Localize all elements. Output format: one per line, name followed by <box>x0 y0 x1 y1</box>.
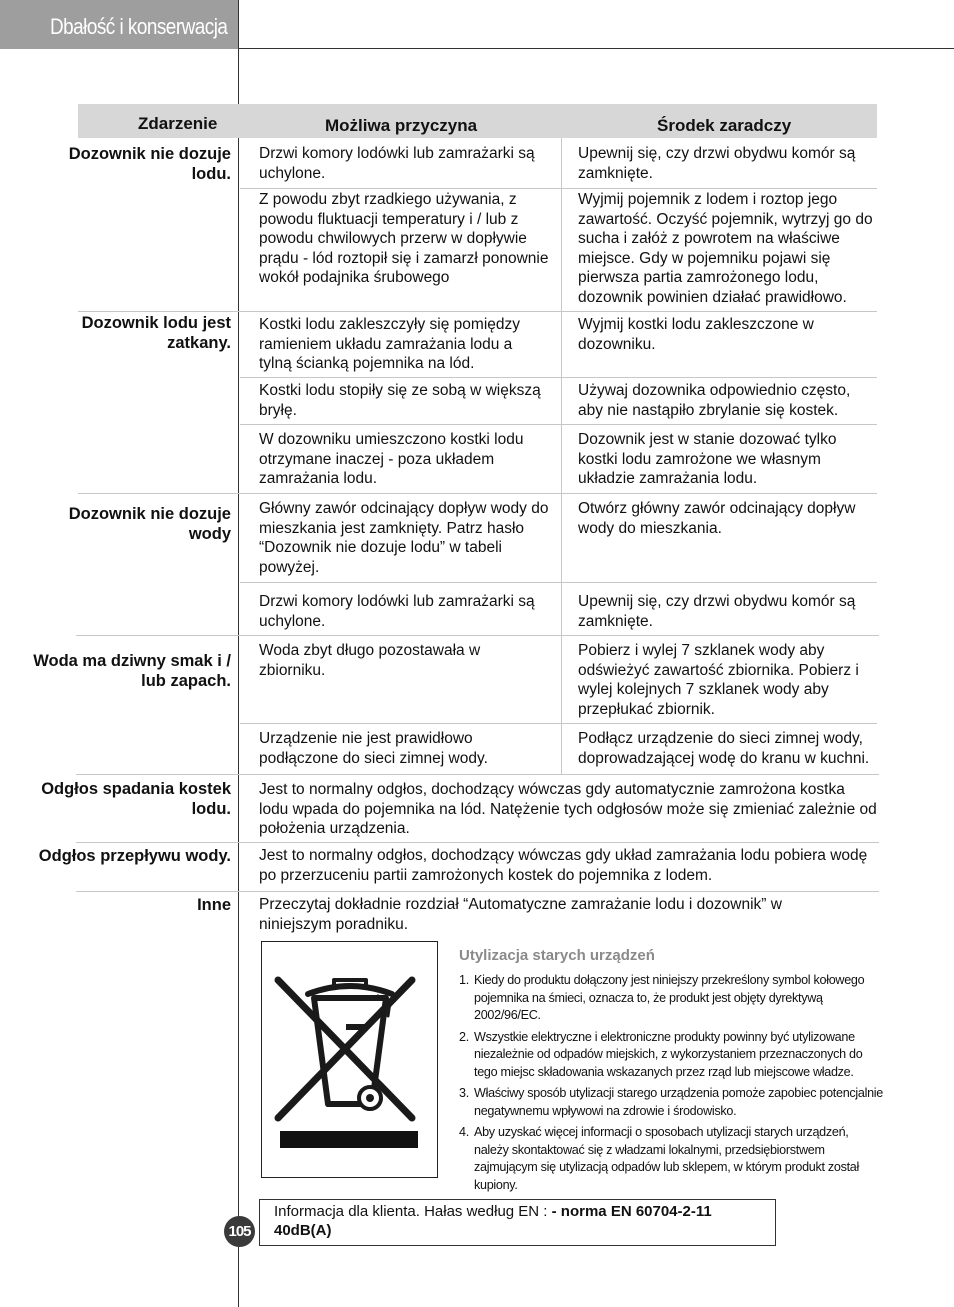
cause-cell: Główny zawór odcinający dopływ wody do mieszkania jest zamknięty. Patrz hasło “Dozownik nie dozuje lodu” w tabeli powyżej. <box>259 500 549 576</box>
list-item <box>459 1029 884 1082</box>
remedy-cell: Otwórz główny zawór odcinający dopływ wody do mieszkania. <box>578 500 856 537</box>
section-tab <box>0 0 238 49</box>
customer-info-box <box>259 1199 776 1246</box>
row-divider <box>76 774 879 775</box>
header-remedy: Środek zaradczy <box>657 116 792 135</box>
item-number: 3. <box>459 1086 469 1100</box>
item-number: 4. <box>459 1125 469 1139</box>
list-item <box>459 972 884 1025</box>
remedy-cell: Wyjmij pojemnik z lodem i roztop jego zawartość. Oczyść pojemnik, wytrzyj go do sucha i załóż z powrotem na właściwe miejsce. Gdy w pojemniku pojawi się pierwsza partia zamrożonego lodu, dozownik powinien działać prawidłowo. <box>578 191 873 306</box>
row-divider <box>78 311 877 312</box>
event-label: Woda ma dziwny smak i / lub zapach. <box>33 652 231 690</box>
remedy-cell: Upewnij się, czy drzwi obydwu komór są zamknięte. <box>578 593 856 630</box>
remedy-cell: Podłącz urządzenie do sieci zimnej wody, doprowadzającej wodę do kranu w kuchni. <box>578 730 870 767</box>
cause-cell: Drzwi komory lodówki lub zamrażarki są uchylone. <box>259 145 535 182</box>
norm-reference: - norma EN 60704-2-11 <box>551 1203 712 1220</box>
remedy-cell: Pobierz i wylej 7 szklanek wody aby odświeżyć zawartość zbiornika. Pobierz i wylej kolejnych 7 szklanek wody aby przepłukać zbiornik. <box>578 642 859 718</box>
info-text: Informacja dla klienta. Hałas według EN : <box>274 1203 552 1220</box>
item-text: Kiedy do produktu dołączony jest niniejszy przekreślony symbol kołowego pojemnika na śmieci, oznacza to, że produkt jest objęty dyrektywą 2002/96/EC. <box>474 973 865 1022</box>
row-divider <box>240 377 877 378</box>
header-cause: Możliwa przyczyna <box>325 116 478 135</box>
item-number: 2. <box>459 1029 469 1044</box>
remedy-cell: Używaj dozownika odpowiednio często, aby nie nastąpiło zbrylanie się kostek. <box>578 382 851 419</box>
item-text: Właściwy sposób utylizacji starego urządzenia pomoże zapobiec potencjalnie negatywnemu wpływowi na zdrowie i środowisko. <box>474 1086 884 1118</box>
item-number: 1. <box>459 973 469 987</box>
section-title: Dbałość i konserwacja <box>50 14 228 39</box>
event-label: Dozownik nie dozuje lodu. <box>68 145 231 183</box>
crossed-bin-icon <box>262 942 437 1177</box>
row-divider <box>76 891 879 892</box>
margin-rule <box>238 0 239 1307</box>
event-label: Inne <box>197 896 231 914</box>
cause-cell: Kostki lodu stopiły się ze sobą w większą bryłę. <box>259 382 541 419</box>
event-label: Dozownik lodu jest zatkany. <box>81 314 231 352</box>
noise-level: 40dB(A) <box>274 1222 332 1239</box>
item-text: Aby uzyskać więcej informacji o sposobach utylizacji starych urządzeń, należy skontaktować się z władzami lokalnymi, przedsiębiorstwem zajmującym się utylizacją odpadów lub sklepem, w którym produkt został kupiony. <box>474 1125 859 1192</box>
disposal-list <box>459 972 884 1198</box>
cause-cell: Kostki lodu zakleszczyły się pomiędzy ramieniem układu zamrażania lodu a tylną ścianką pojemnika na lód. <box>259 316 521 373</box>
disposal-title: Utylizacja starych urządzeń <box>459 947 655 964</box>
remedy-cell: Upewnij się, czy drzwi obydwu komór są zamknięte. <box>578 145 856 182</box>
item-text: Wszystkie elektryczne i elektroniczne produkty powinny być utylizowane niezależnie od odpadów miejskich, z wykorzystaniem przeznaczonych do tego miejsc składowania wskazanych przez rząd lub miejscowe władze. <box>474 1029 863 1079</box>
wide-cell: Przeczytaj dokładnie rozdział “Automatyczne zamrażanie lodu i dozownik” w niniejszym poradniku. <box>259 896 782 933</box>
wide-cell: Jest to normalny odgłos, dochodzący wówczas gdy układ zamrażania lodu pobiera wodę po przerzuceniu partii zamrożonych kostek do pojemnika z lodem. <box>259 847 868 884</box>
row-divider <box>76 635 879 636</box>
row-divider <box>240 723 877 724</box>
list-item <box>459 1124 884 1194</box>
cause-cell: Woda zbyt długo pozostawała w zbiorniku. <box>259 642 481 679</box>
header-event: Zdarzenie <box>138 114 218 133</box>
weee-bar <box>280 1131 418 1148</box>
column-divider <box>561 138 562 774</box>
weee-symbol-box <box>261 941 438 1178</box>
remedy-cell: Dozownik jest w stanie dozować tylko kostki lodu zamrożone we własnym układzie zamrażania lodu. <box>578 431 837 488</box>
remedy-cell: Wyjmij kostki lodu zakleszczone w dozowniku. <box>578 316 814 353</box>
page-number: 105 <box>224 1216 255 1247</box>
event-label: Odgłos spadania kostek lodu. <box>41 780 231 818</box>
cause-cell: W dozowniku umieszczono kostki lodu otrzymane inaczej - poza układem zamrażania lodu. <box>259 431 524 488</box>
event-label: Dozownik nie dozuje wody <box>68 505 231 543</box>
wide-cell: Jest to normalny odgłos, dochodzący wówczas gdy automatycznie zamrożona kostka lodu wpada do pojemnika na lód. Natężenie tych odgłosów może się zmieniać zależnie od położenia urządzenia. <box>259 781 877 838</box>
row-divider <box>240 188 877 189</box>
list-item <box>459 1085 884 1120</box>
row-divider <box>76 842 879 843</box>
row-divider <box>240 582 877 583</box>
info-line-1 <box>274 1203 712 1220</box>
event-label: Odgłos przepływu wody. <box>38 847 231 865</box>
cause-cell: Drzwi komory lodówki lub zamrażarki są uchylone. <box>259 593 535 630</box>
row-divider <box>78 493 877 494</box>
top-rule <box>238 48 954 49</box>
cause-cell: Z powodu zbyt rzadkiego używania, z powodu fluktuacji temperatury i / lub z powodu chwilowych przerw w dopływie prądu - lód roztopił się i zamarzł ponownie wokół podajnika śrubowego <box>259 191 549 287</box>
row-divider <box>240 424 877 425</box>
bin-label-mark <box>346 1024 368 1030</box>
cause-cell: Urządzenie nie jest prawidłowo podłączone do sieci zimnej wody. <box>259 730 488 767</box>
